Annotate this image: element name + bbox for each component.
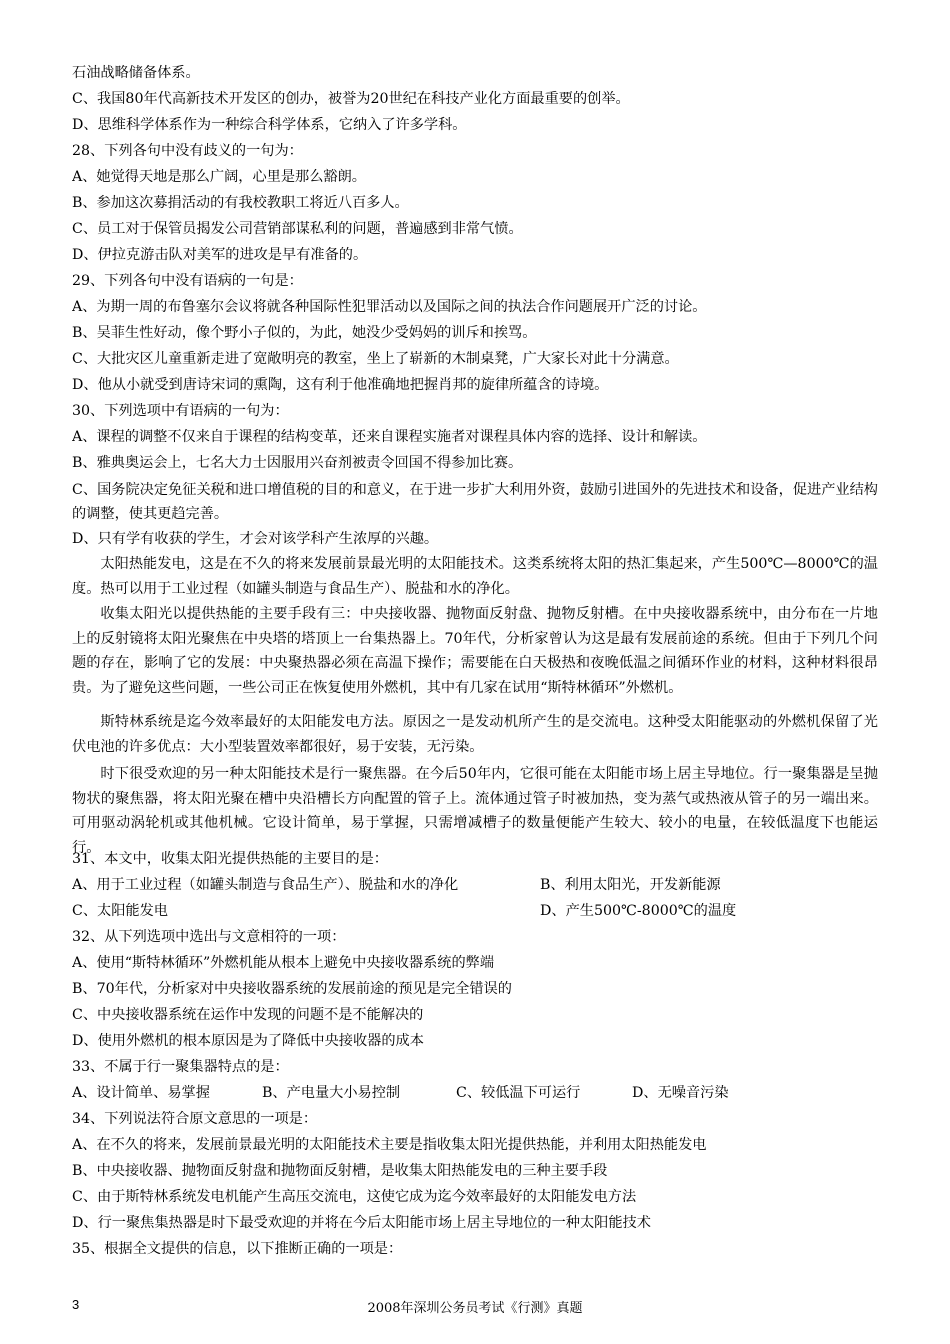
text-line: C、我国80年代高新技术开发区的创办，被誉为20世纪在科技产业化方面最重要的创举。 — [72, 91, 630, 107]
passage-paragraph-2: 收集太阳光以提供热能的主要手段有三：中央接收器、抛物面反射盘、抛物反射槽。在中央接收器系统中，由分布在一片地上的反射镜将太阳光聚焦在中央塔的塔顶上一台集热器上。70年代，分析家曾认为这是最有发展前途的系统。但由于下列几个问题的存在，影响了它的发展：中央聚热器必须在高温下操作；需要能在白天极热和夜晚低温之间循环作业的材料，这种材料很昂贵。为了避免这些问题，一些公司正在恢复使用外燃机，其中有几家在试用“斯特林循环”外燃机。 — [72, 606, 878, 696]
question-34-option-d: D、行一聚焦集热器是时下最受欢迎的并将在今后太阳能市场上居主导地位的一种太阳能技术 — [72, 1215, 651, 1231]
question-29-option-b: B、吴菲生性好动，像个野小子似的，为此，她没少受妈妈的训斥和挨骂。 — [72, 325, 537, 341]
question-28-option-d: D、伊拉克游击队对美军的进攻是早有准备的。 — [72, 247, 368, 263]
question-29-option-d: D、他从小就受到唐诗宋词的熏陶，这有利于他准确地把握肖邦的旋律所蕴含的诗境。 — [72, 377, 609, 393]
question-34-option-a: A、在不久的将来，发展前景最光明的太阳能技术主要是指收集太阳光提供热能，并利用太阳热能发电 — [72, 1137, 707, 1153]
question-29-option-c: C、大批灾区儿童重新走进了宽敞明亮的教室，坐上了崭新的木制桌凳，广大家长对此十分满意。 — [72, 351, 679, 367]
question-33-stem: 33、不属于行一聚集器特点的是： — [72, 1059, 289, 1075]
question-33-option-a: A、设计简单、易掌握 — [72, 1085, 210, 1101]
question-31-option-c: C、太阳能发电 — [72, 903, 168, 919]
question-35-stem: 35、根据全文提供的信息，以下推断正确的一项是： — [72, 1241, 403, 1257]
question-32-option-c: C、中央接收器系统在运作中发现的问题不是不能解决的 — [72, 1007, 424, 1023]
question-31-option-d: D、产生500℃-8000℃的温度 — [540, 903, 737, 919]
question-32-option-b: B、70年代，分析家对中央接收器系统的发展前途的预见是完全错误的 — [72, 981, 512, 997]
question-28-stem: 28、下列各句中没有歧义的一句为： — [72, 143, 303, 159]
text-line: D、思维科学体系作为一种综合科学体系，它纳入了许多学科。 — [72, 117, 467, 133]
question-34-option-b: B、中央接收器、抛物面反射盘和抛物面反射槽，是收集太阳热能发电的三种主要手段 — [72, 1163, 608, 1179]
question-30-stem: 30、下列选项中有语病的一句为： — [72, 403, 289, 419]
passage-paragraph-4: 时下很受欢迎的另一种太阳能技术是行一聚焦器。在今后50年内，它很可能在太阳能市场上居主导地位。行一聚集器是呈抛物状的聚焦器，将太阳光聚在槽中央沿槽长方向配置的管子上。流体通过管子时被加热，变为蒸气或热液从管子的另一端出来。可用驱动涡轮机或其他机械。它设计简单，易于掌握，只需增减槽子的数量便能产生较大、较小的电量，在较低温度下也能运行。 — [72, 766, 878, 856]
question-30-option-c: C、国务院决定免征关税和进口增值税的目的和意义，在于进一步扩大利用外资，鼓励引进国外的先进技术和设备，促进产业结构的调整，使其更趋完善。 — [72, 482, 878, 522]
question-32-option-a: A、使用“斯特林循环”外燃机能从根本上避免中央接收器系统的弊端 — [72, 955, 495, 971]
question-32-stem: 32、从下列选项中选出与文意相符的一项： — [72, 929, 346, 945]
page-number: 3 — [72, 1297, 80, 1312]
question-29-option-a: A、为期一周的布鲁塞尔会议将就各种国际性犯罪活动以及国际之间的执法合作问题展开广泛的讨论。 — [72, 299, 707, 315]
passage-paragraph-1: 太阳热能发电，这是在不久的将来发展前景最光明的太阳能技术。这类系统将太阳的热汇集起来，产生500℃—8000℃的温度。热可以用于工业过程（如罐头制造与食品生产）、脱盐和水的净化。 — [72, 556, 878, 597]
question-31-stem: 31、本文中，收集太阳光提供热能的主要目的是： — [72, 851, 388, 867]
question-30-option-b: B、雅典奥运会上，七名大力士因服用兴奋剂被责令回国不得参加比赛。 — [72, 455, 523, 471]
question-33-option-c: C、较低温下可运行 — [456, 1085, 581, 1101]
question-31-option-a: A、用于工业过程（如罐头制造与食品生产）、脱盐和水的净化 — [72, 877, 459, 893]
question-32-option-d: D、使用外燃机的根本原因是为了降低中央接收器的成本 — [72, 1033, 424, 1049]
question-31-option-b: B、利用太阳光，开发新能源 — [540, 877, 721, 893]
question-33-option-d: D、无噪音污染 — [632, 1085, 729, 1101]
text-line: 石油战略储备体系。 — [72, 65, 200, 81]
question-29-stem: 29、下列各句中没有语病的一句是： — [72, 273, 303, 289]
question-34-stem: 34、下列说法符合原文意思的一项是： — [72, 1111, 318, 1127]
footer-title: 2008年深圳公务员考试《行测》真题 — [367, 1301, 583, 1316]
question-30-option-d: D、只有学有收获的学生，才会对该学科产生浓厚的兴趣。 — [72, 531, 439, 547]
question-28-option-c: C、员工对于保管员揭发公司营销部谋私利的问题，普遍感到非常气愤。 — [72, 221, 523, 237]
question-28-option-b: B、参加这次募捐活动的有我校教职工将近八百多人。 — [72, 195, 409, 211]
question-30-option-a: A、课程的调整不仅来自于课程的结构变革，还来自课程实施者对课程具体内容的选择、设计和解读。 — [72, 429, 707, 445]
question-33-option-b: B、产电量大小易控制 — [262, 1085, 401, 1101]
passage-paragraph-3: 斯特林系统是迄今效率最好的太阳能发电方法。原因之一是发动机所产生的是交流电。这种受太阳能驱动的外燃机保留了光伏电池的许多优点：大小型装置效率都很好，易于安装，无污染。 — [72, 714, 878, 755]
question-28-option-a: A、她觉得天地是那么广阔，心里是那么豁朗。 — [72, 169, 366, 185]
question-34-option-c: C、由于斯特林系统发电机能产生高压交流电，这使它成为迄今效率最好的太阳能发电方法 — [72, 1189, 637, 1205]
